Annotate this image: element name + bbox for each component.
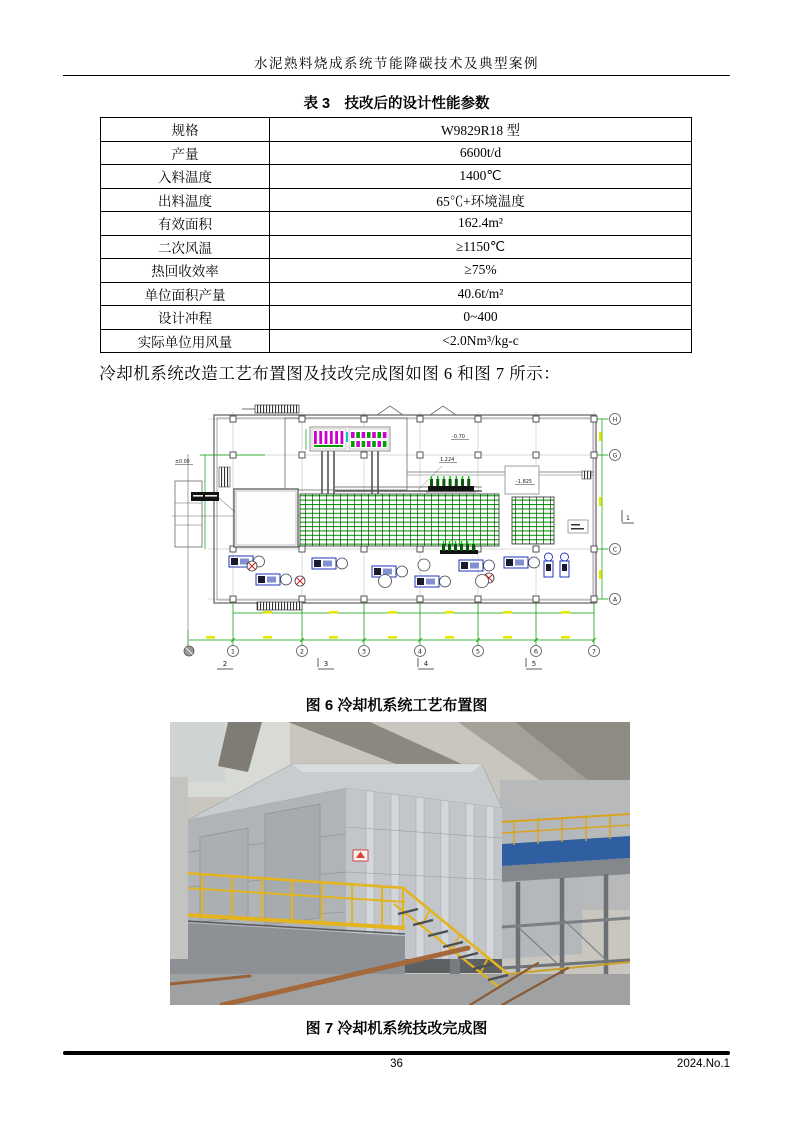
axis-label: 1 — [230, 647, 236, 656]
grate-bed-tail — [512, 497, 554, 544]
elevation-datum: ±0.00 — [175, 460, 190, 465]
spec-label: 二次风温 — [101, 235, 270, 259]
axis-label: G — [612, 452, 618, 460]
issue-label: 2024.No.1 — [676, 1058, 730, 1070]
section-label: 2 — [222, 660, 228, 668]
spec-value: 65℃+环境温度 — [270, 188, 692, 212]
axis-label: C — [612, 546, 618, 554]
page-number: 36 — [390, 1058, 403, 1070]
figure6-caption: 图 6 冷却机系统工艺布置图 — [305, 697, 488, 714]
table-row — [101, 282, 692, 306]
spec-table — [100, 117, 692, 353]
spec-label: 产量 — [101, 141, 270, 165]
cooler-photo — [170, 722, 630, 1005]
table-row — [101, 259, 692, 283]
spec-value: W9829R18 型 — [270, 118, 692, 142]
table-row — [101, 306, 692, 330]
axis-label: 2 — [299, 647, 305, 656]
annotation-box — [568, 520, 588, 533]
small-equipment-block — [582, 471, 591, 479]
spec-value: <2.0Nm³/kg-c — [270, 329, 692, 353]
figure7-container — [170, 722, 630, 1005]
spec-value: 6600t/d — [270, 141, 692, 165]
spec-value: 40.6t/m² — [270, 282, 692, 306]
table-row — [101, 141, 692, 165]
axis-label: 7 — [591, 647, 597, 656]
axis-label: A — [612, 596, 618, 604]
spec-value: 162.4m² — [270, 212, 692, 236]
conveyor-top — [255, 405, 299, 413]
table-row — [101, 329, 692, 353]
running-head: 水泥熟料烧成系统节能降碳技术及典型案例 — [254, 56, 539, 71]
elevation-feed: 1.224 — [440, 457, 455, 463]
elevation-upper: -0.70 — [452, 434, 465, 440]
elevation-lower: -1.825 — [516, 479, 533, 485]
axis-label: 3 — [361, 647, 367, 656]
spec-label: 设计冲程 — [101, 306, 270, 330]
spec-label: 出料温度 — [101, 188, 270, 212]
axis-label: H — [612, 416, 618, 424]
table-row — [101, 188, 692, 212]
spec-label: 入料温度 — [101, 165, 270, 189]
axis-label: 6 — [533, 647, 539, 656]
spec-label: 有效面积 — [101, 212, 270, 236]
table-row — [101, 235, 692, 259]
spec-value: 0~400 — [270, 306, 692, 330]
footer-rule — [63, 1051, 730, 1055]
detail-mark-label: 1 — [625, 514, 631, 522]
spec-label: 实际单位用风量 — [101, 329, 270, 353]
spec-value: ≥75% — [270, 259, 692, 283]
section-label: 5 — [531, 660, 537, 668]
spec-value: ≥1150℃ — [270, 235, 692, 259]
table-row — [101, 118, 692, 142]
daylight-patch — [170, 722, 225, 782]
conveyor-bottom — [257, 602, 302, 610]
grate-bed-main — [300, 494, 499, 546]
table-row — [101, 212, 692, 236]
table-row — [101, 165, 692, 189]
axis-label: 4 — [417, 647, 423, 656]
cad-layout-drawing — [172, 394, 642, 684]
spec-label: 单位面积产量 — [101, 282, 270, 306]
body-paragraph: 冷却机系统改造工艺布置图及技改完成图如图 6 和图 7 所示： — [99, 364, 561, 383]
spec-value: 1400℃ — [270, 165, 692, 189]
section-label: 3 — [323, 660, 329, 668]
axis-label: 5 — [475, 647, 481, 656]
header-rule — [63, 75, 730, 76]
section-label: 4 — [423, 660, 429, 668]
roof-equipment-panel — [310, 427, 390, 451]
left-wall-edge — [170, 777, 188, 959]
figure7-caption: 图 7 冷却机系统技改完成图 — [305, 1020, 488, 1037]
table-title: 表 3 技改后的设计性能参数 — [303, 96, 490, 112]
spec-label: 规格 — [101, 118, 270, 142]
spec-label: 热回收效率 — [101, 259, 270, 283]
figure6-container — [172, 394, 642, 686]
